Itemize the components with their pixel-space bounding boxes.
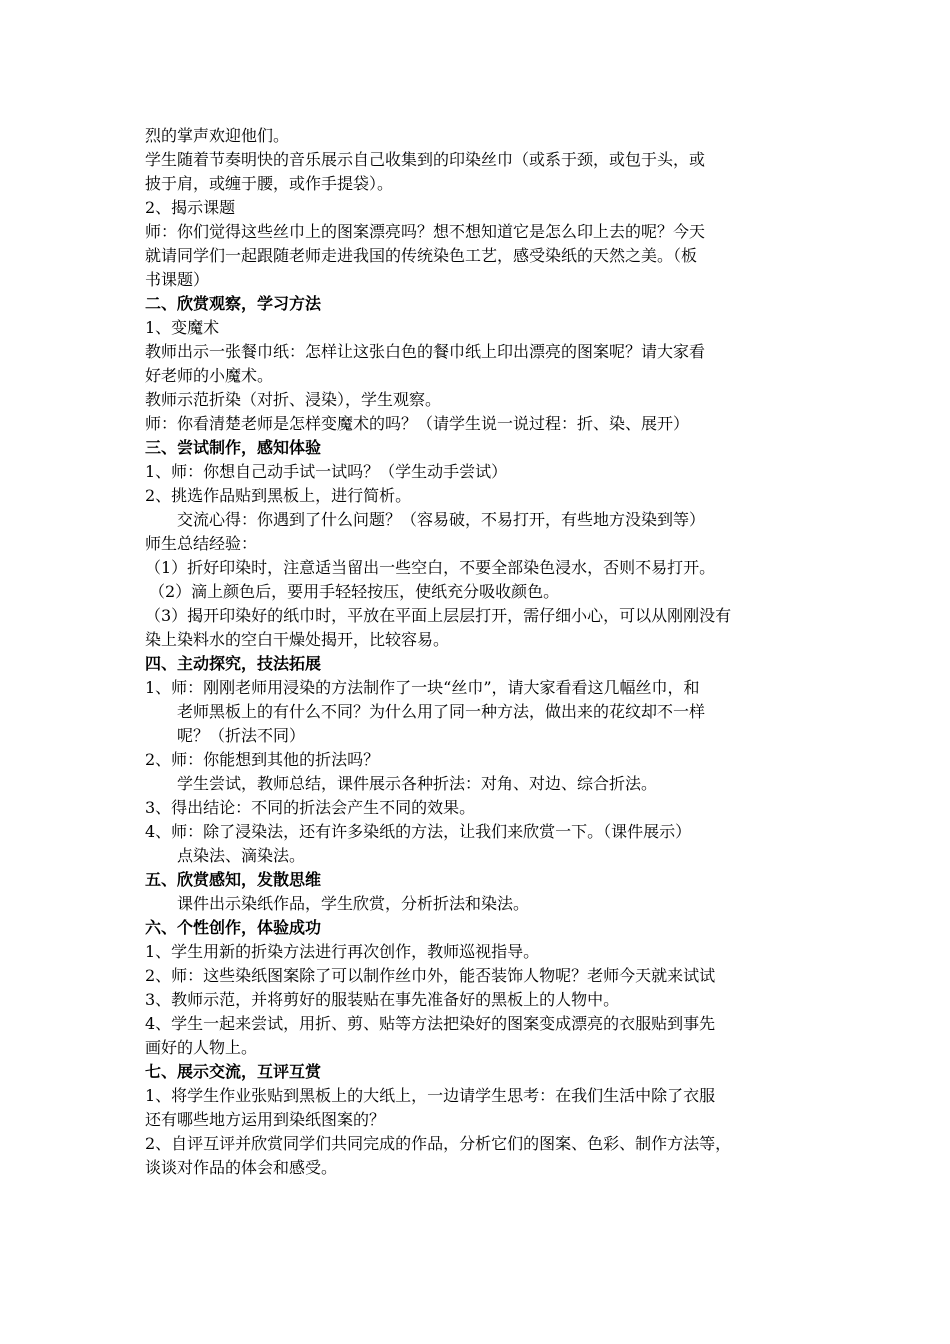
- text-line: 交流心得：你遇到了什么问题？（容易破，不易打开，有些地方没染到等）: [177, 510, 706, 529]
- text-line: （2）滴上颜色后，要用手轻轻按压，使纸充分吸收颜色。: [149, 582, 560, 601]
- text-line: 2、挑选作品贴到黑板上，进行简析。: [145, 486, 412, 505]
- text-line: 就请同学们一起跟随老师走进我国的传统染色工艺，感受染纸的天然之美。（板: [145, 246, 698, 265]
- section-heading: 三、尝试制作，感知体验: [145, 438, 322, 457]
- text-line: 披于肩，或缠于腰，或作手提袋）。: [145, 174, 394, 193]
- text-line: 课件出示染纸作品，学生欣赏，分析折法和染法。: [177, 894, 530, 913]
- document-page: [145, 124, 809, 1180]
- text-line: 2、自评互评并欣赏同学们共同完成的作品，分析它们的图案、色彩、制作方法等，: [145, 1134, 732, 1153]
- section-heading: 六、个性创作，体验成功: [145, 918, 322, 937]
- text-line: 师：你们觉得这些丝巾上的图案漂亮吗？想不想知道它是怎么印上去的呢？今天: [145, 222, 706, 241]
- text-line: 3、教师示范，并将剪好的服装贴在事先准备好的黑板上的人物中。: [145, 990, 620, 1009]
- text-line: 2、师：这些染纸图案除了可以制作丝巾外，能否装饰人物呢？老师今天就来试试: [145, 966, 716, 985]
- text-line: 染上染料水的空白干燥处揭开，比较容易。: [145, 630, 450, 649]
- section-heading: 五、欣赏感知，发散思维: [145, 870, 322, 889]
- text-line: 书课题）: [145, 270, 210, 289]
- text-line: 学生尝试，教师总结，课件展示各种折法：对角、对边、综合折法。: [177, 774, 658, 793]
- text-line: 师：你看清楚老师是怎样变魔术的吗？（请学生说一说过程：折、染、展开）: [145, 414, 690, 433]
- text-line: 谈谈对作品的体会和感受。: [145, 1158, 338, 1177]
- text-line: 1、师：你想自己动手试一试吗？（学生动手尝试）: [145, 462, 508, 481]
- text-line: 点染法、滴染法。: [177, 846, 306, 865]
- text-line: 2、师：你能想到其他的折法吗？: [145, 750, 380, 769]
- text-line: 3、得出结论：不同的折法会产生不同的效果。: [145, 798, 476, 817]
- text-line: 师生总结经验：: [145, 534, 258, 553]
- text-line: 画好的人物上。: [145, 1038, 258, 1057]
- text-line: （1）折好印染时，注意适当留出一些空白，不要全部染色浸水，否则不易打开。: [145, 558, 716, 577]
- text-line: 4、师：除了浸染法，还有许多染纸的方法，让我们来欣赏一下。（课件展示）: [145, 822, 692, 841]
- text-line: 4、学生一起来尝试，用折、剪、贴等方法把染好的图案变成漂亮的衣服贴到事先: [145, 1014, 716, 1033]
- text-line: 教师示范折染（对折、浸染），学生观察。: [145, 390, 442, 409]
- text-line: 1、变魔术: [145, 318, 220, 337]
- text-line: 烈的掌声欢迎他们。: [145, 126, 290, 145]
- text-line: 好老师的小魔术。: [145, 366, 274, 385]
- text-line: 1、将学生作业张贴到黑板上的大纸上，一边请学生思考：在我们生活中除了衣服: [145, 1086, 716, 1105]
- text-line: 老师黑板上的有什么不同？为什么用了同一种方法，做出来的花纹却不一样: [177, 702, 706, 721]
- text-line: 2、揭示课题: [145, 198, 236, 217]
- text-line: 还有哪些地方运用到染纸图案的？: [145, 1110, 386, 1129]
- section-heading: 四、主动探究，技法拓展: [145, 654, 322, 673]
- section-heading: 七、展示交流，互评互赏: [145, 1062, 322, 1081]
- text-line: 学生随着节奏明快的音乐展示自己收集到的印染丝巾（或系于颈，或包于头，或: [145, 150, 706, 169]
- text-line: 1、师：刚刚老师用浸染的方法制作了一块“丝巾”，请大家看看这几幅丝巾，和: [145, 678, 700, 697]
- text-line: （3）揭开印染好的纸巾时，平放在平面上层层打开，需仔细小心，可以从刚刚没有: [145, 606, 732, 625]
- section-heading: 二、欣赏观察，学习方法: [145, 294, 322, 313]
- text-line: 呢？（折法不同）: [177, 726, 306, 745]
- text-line: 1、学生用新的折染方法进行再次创作，教师巡视指导。: [145, 942, 540, 961]
- text-line: 教师出示一张餐巾纸：怎样让这张白色的餐巾纸上印出漂亮的图案呢？请大家看: [145, 342, 706, 361]
